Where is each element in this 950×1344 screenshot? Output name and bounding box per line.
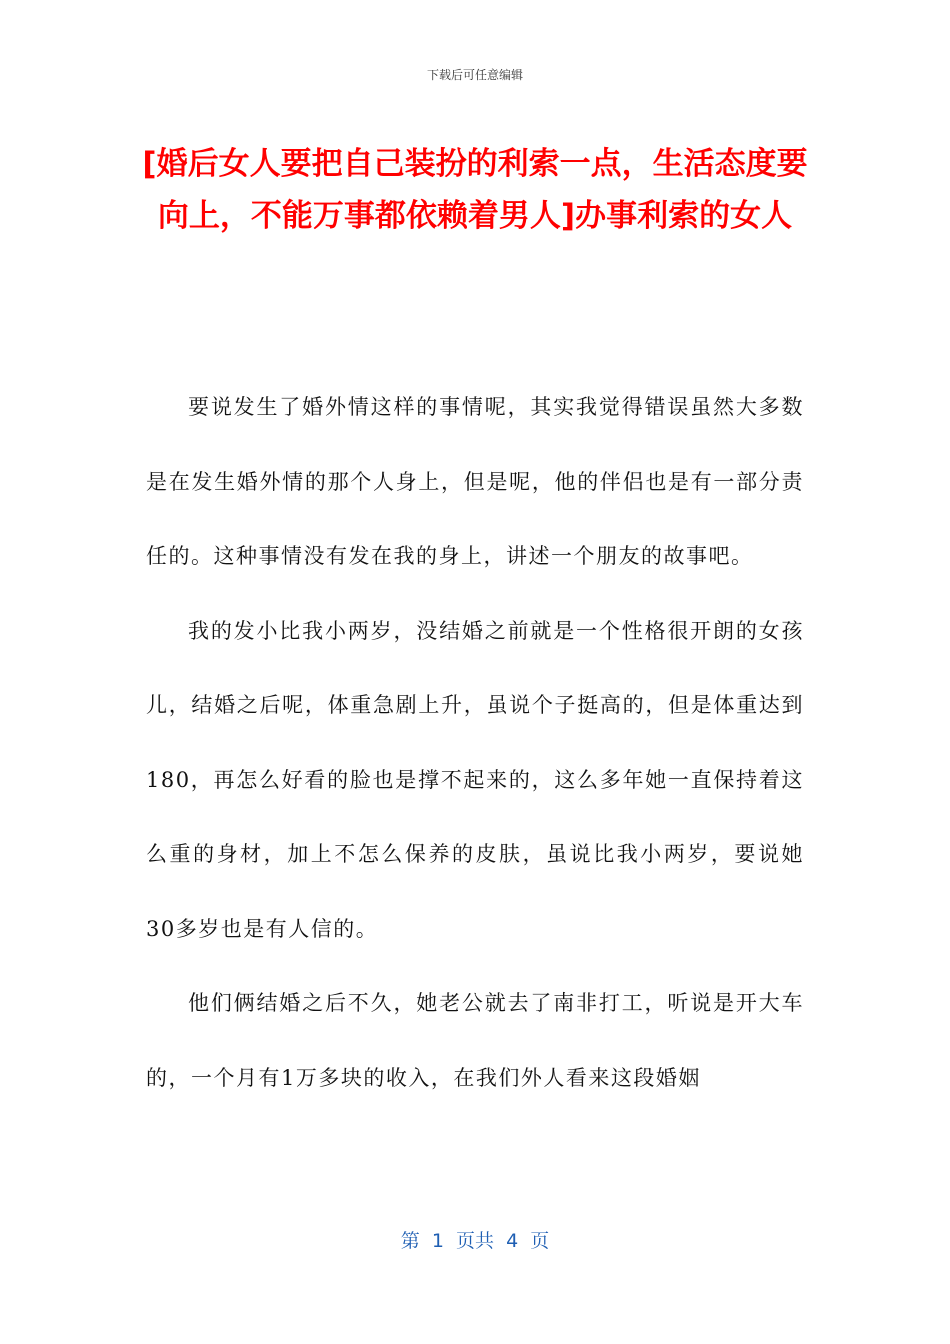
- document-body: [146, 370, 804, 1115]
- document-title: [婚后女人要把自己装扮的利索一点，生活态度要向上，不能万事都依赖着男人]办事利索的女人: [142, 146, 808, 234]
- paragraph-2: 我的发小比我小两岁，没结婚之前就是一个性格很开朗的女孩儿，结婚之后呢，体重急剧上升，虽说个子挺高的，但是体重达到180，再怎么好看的脸也是撑不起来的，这么多年她一直保持着这么重的身材，加上不怎么保养的皮肤，虽说比我小两岁，要说她30多岁也是有人信的。: [146, 618, 804, 941]
- paragraph-1: 要说发生了婚外情这样的事情呢，其实我觉得错误虽然大多数是在发生婚外情的那个人身上，但是呢，他的伴侣也是有一部分责任的。这种事情没有发在我的身上，讲述一个朋友的故事吧。: [146, 395, 804, 568]
- paragraph-3: 他们俩结婚之后不久，她老公就去了南非打工，听说是开大车的，一个月有1万多块的收入，在我们外人看来这段婚姻: [146, 991, 804, 1090]
- page-number: 第 1 页共 4 页: [400, 1230, 550, 1252]
- header-note: 下载后可任意编辑: [426, 68, 523, 82]
